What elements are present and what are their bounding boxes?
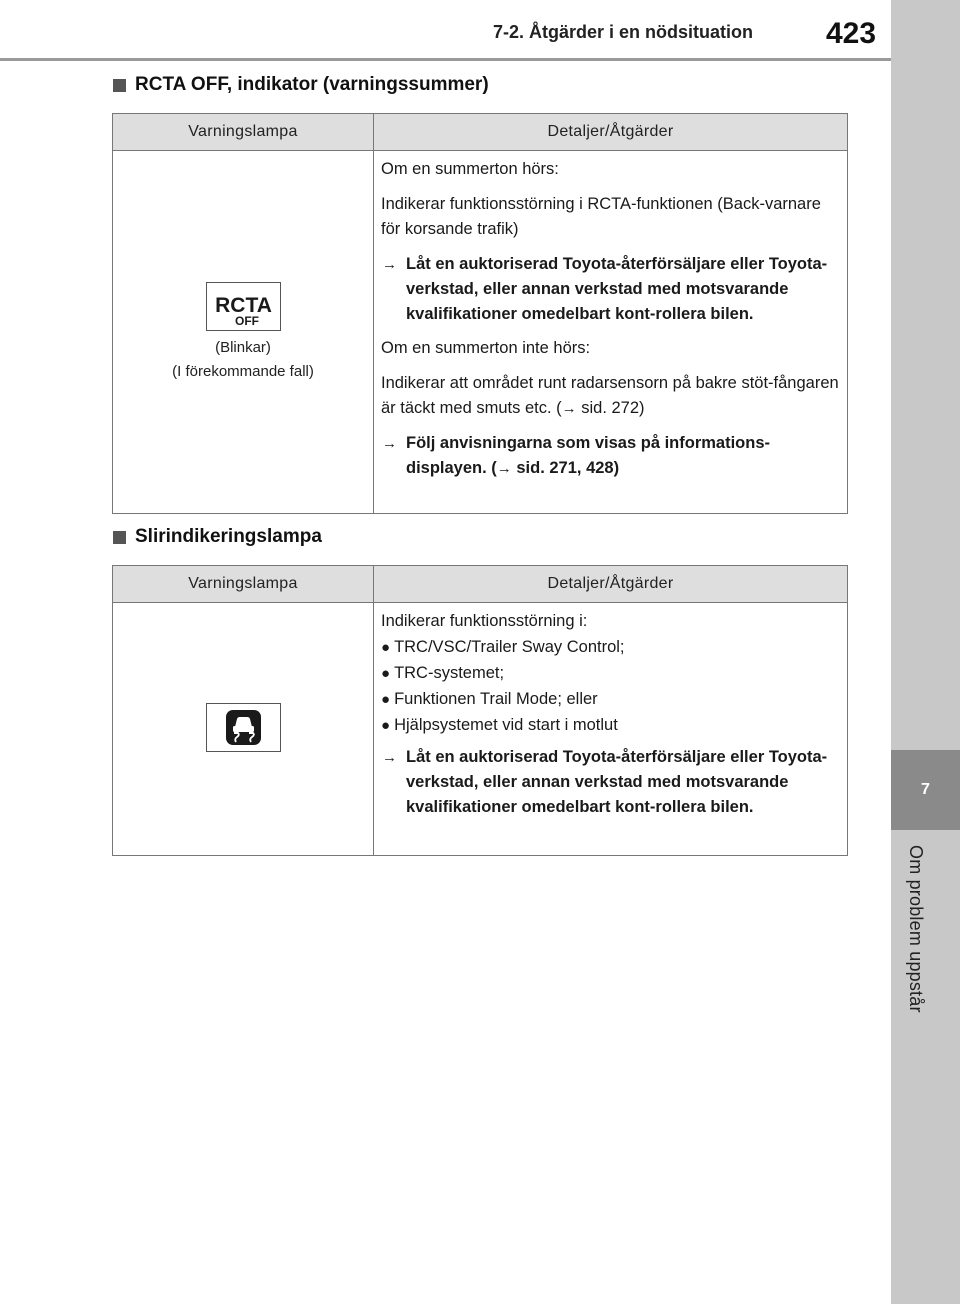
detail-text: Indikerar att området runt radarsensorn på bakre stöt-fångaren är täckt med smuts etc. (: [381, 374, 839, 417]
details-cell: [374, 603, 848, 856]
list-item: [381, 713, 841, 738]
page-reference-link[interactable]: sid. 271, 428): [511, 459, 620, 477]
section-heading-text: Slirindikeringslampa: [135, 526, 322, 547]
side-tab: [891, 0, 960, 1304]
header-rule: [0, 58, 891, 61]
lamp-cell: [113, 151, 374, 514]
header-section-title: 7-2. Åtgärder i en nödsituation: [493, 22, 754, 42]
column-header-lamp: Varningslampa: [113, 114, 374, 151]
page-reference-link[interactable]: sid. 272): [576, 399, 645, 417]
action-text: Följ anvisningarna som visas på informations-displayen. (: [406, 434, 770, 477]
square-bullet-icon: [113, 531, 126, 544]
rcta-icon-text-bottom: OFF: [234, 314, 259, 328]
list-item: [381, 661, 841, 686]
detail-paragraph: [381, 371, 841, 421]
list-item-text: TRC-systemet;: [394, 664, 505, 682]
table-row: [113, 603, 848, 856]
column-header-details: Detaljer/Åtgärder: [374, 114, 848, 151]
section-heading-text: RCTA OFF, indikator (varningssummer): [135, 74, 489, 95]
arrow-right-icon: →: [382, 435, 397, 452]
details-cell: [374, 151, 848, 514]
bullet-dot-icon: ●: [381, 691, 391, 708]
lamp-caption-applicable: (I förekommande fall): [172, 363, 314, 380]
action-instruction: [381, 252, 841, 327]
list-item-text: Hjälpsystemet vid start i motlut: [394, 716, 618, 734]
warning-table-rcta: [112, 113, 848, 514]
detail-paragraph: Indikerar funktionsstörning i:: [381, 612, 588, 630]
detail-paragraph: Indikerar funktionsstörning i RCTA-funktionen (Back-varnare för korsande trafik): [381, 195, 821, 238]
table-header-row: [113, 566, 848, 603]
arrow-right-icon: →: [561, 400, 577, 417]
square-bullet-icon: [113, 79, 126, 92]
section-heading-slip: [113, 526, 322, 548]
bullet-dot-icon: ●: [381, 665, 391, 682]
table-row: [113, 151, 848, 514]
list-item-text: Funktionen Trail Mode; eller: [394, 690, 598, 708]
column-header-details: Detaljer/Åtgärder: [374, 566, 848, 603]
page-number: 423: [826, 17, 877, 50]
arrow-right-icon: →: [382, 749, 397, 766]
warning-table-slip: [112, 565, 848, 856]
section-heading-rcta: [113, 74, 489, 96]
bullet-dot-icon: ●: [381, 717, 391, 734]
chapter-number-tab: [891, 750, 960, 830]
lamp-caption-blinking: (Blinkar): [215, 339, 271, 356]
table-header-row: [113, 114, 848, 151]
rcta-off-icon: [206, 282, 281, 331]
chapter-title: Om problem uppstår: [906, 845, 926, 1013]
list-item: [381, 687, 841, 712]
detail-paragraph: Om en summerton inte hörs:: [381, 339, 591, 357]
column-header-lamp: Varningslampa: [113, 566, 374, 603]
chapter-number: 7: [921, 781, 930, 798]
action-text: Låt en auktoriserad Toyota-återförsäljare eller Toyota-verkstad, eller annan verkstad med motsvarande kvalifikationer omedelbart kont-rollera bilen.: [406, 748, 828, 816]
bullet-dot-icon: ●: [381, 639, 391, 656]
action-text: Låt en auktoriserad Toyota-återförsäljare eller Toyota-verkstad, eller annan verkstad med motsvarande kvalifikationer omedelbart kont-rollera bilen.: [406, 255, 828, 323]
action-instruction: [381, 745, 841, 820]
slip-indicator-icon: [206, 703, 281, 752]
arrow-right-icon: →: [382, 256, 397, 273]
action-instruction: [381, 431, 841, 481]
list-item-text: TRC/VSC/Trailer Sway Control;: [394, 638, 625, 656]
list-item: [381, 635, 841, 660]
detail-paragraph: Om en summerton hörs:: [381, 160, 559, 178]
arrow-right-icon: →: [496, 460, 512, 477]
rcta-icon-text-top: RCTA: [214, 294, 272, 317]
lamp-cell: [113, 603, 374, 856]
